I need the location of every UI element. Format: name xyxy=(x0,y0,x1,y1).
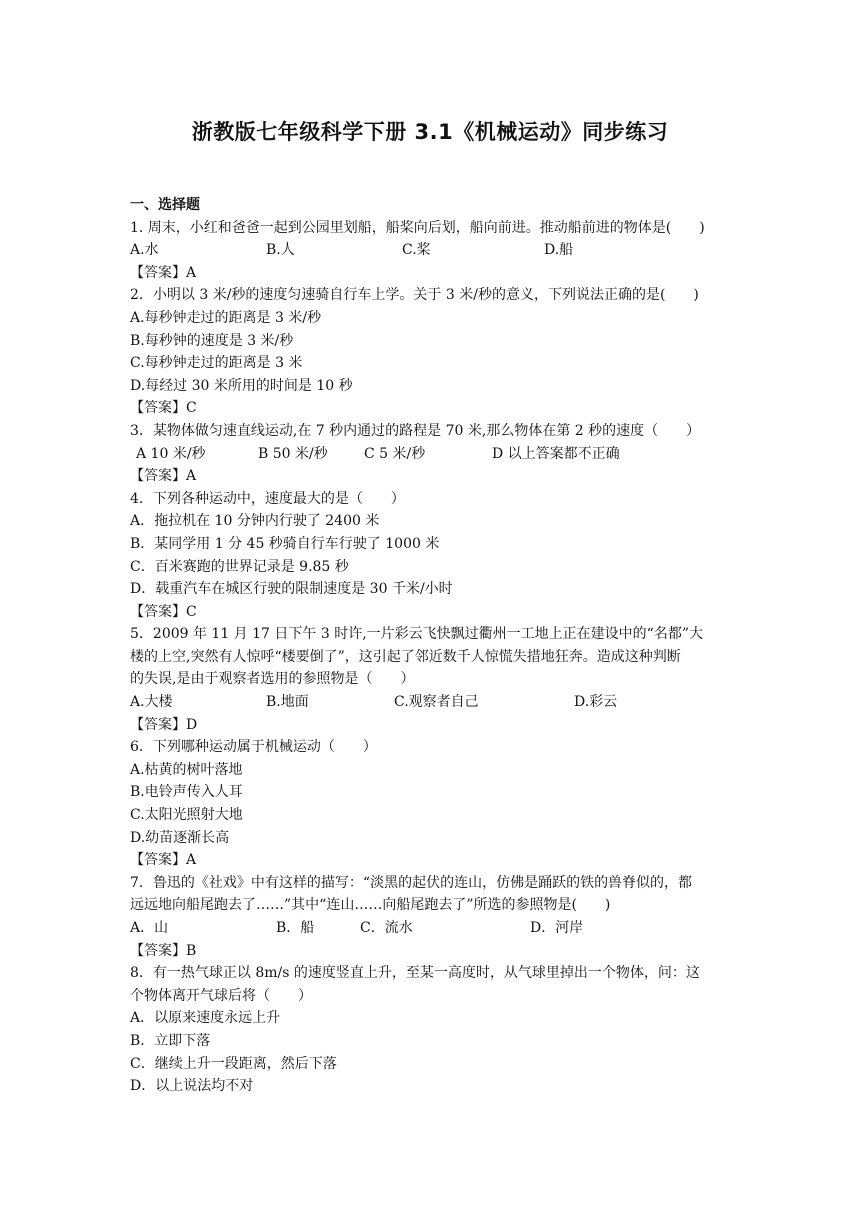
question-2-option-a: A.每秒钟走过的距离是 3 米/秒 xyxy=(130,309,322,326)
question-6-option-d: D.幼苗逐渐长高 xyxy=(130,829,230,846)
question-3-stem: 3．某物体做匀速直线运动,在 7 秒内通过的路程是 70 米,那么物体在第 2 秒的速度（ ） xyxy=(130,422,701,439)
question-8-stem-line-2: 个物体离开气球后将（ ） xyxy=(130,987,312,1004)
question-3-answer: 【答案】A xyxy=(130,468,197,485)
question-5-options xyxy=(130,691,740,714)
question-5-option-a: A.大楼 xyxy=(130,694,173,711)
question-1-option-c: C.桨 xyxy=(402,242,431,259)
question-4-option-b: B．某同学用 1 分 45 秒骑自行车行驶了 1000 米 xyxy=(130,535,440,552)
question-2-option-c: C.每秒钟走过的距离是 3 米 xyxy=(130,355,303,372)
question-2-stem: 2．小明以 3 米/秒的速度匀速骑自行车上学。关于 3 米/秒的意义，下列说法正确的是( ) xyxy=(130,287,699,304)
question-4-stem: 4．下列各种运动中，速度最大的是（ ） xyxy=(130,490,405,507)
question-3-options xyxy=(130,443,740,466)
question-4-option-c: C．百米赛跑的世界记录是 9.85 秒 xyxy=(130,558,349,575)
question-8-option-c: C．继续上升一段距离，然后下落 xyxy=(130,1055,337,1072)
question-1-option-d: D.船 xyxy=(544,242,574,259)
question-7-options xyxy=(130,917,740,940)
question-8-option-d: D．以上说法均不对 xyxy=(130,1078,254,1095)
question-5-answer: 【答案】D xyxy=(130,716,198,733)
question-7-option-a: A．山 xyxy=(130,920,169,936)
question-1-answer: 【答案】A xyxy=(130,264,197,281)
question-5-option-c: C.观察者自己 xyxy=(394,694,479,711)
question-7-option-d: D．河岸 xyxy=(530,920,584,936)
question-2-answer: 【答案】C xyxy=(130,400,197,417)
question-1-stem: 1. 周末，小红和爸爸一起到公园里划船，船桨向后划，船向前进。推动船前进的物体是( ) xyxy=(130,219,705,236)
question-8-option-a: A．以原来速度永远上升 xyxy=(130,1010,281,1027)
question-5-option-b: B.地面 xyxy=(266,694,309,711)
question-3-option-b: B 50 米/秒 xyxy=(258,445,328,462)
question-8-option-b: B．立即下落 xyxy=(130,1032,211,1049)
question-5-stem-line-1: 5．2009 年 11 月 17 日下午 3 时许,一片彩云飞快飘过衢州一工地上正在建设中的“名都”大 xyxy=(130,626,703,643)
document-title: 浙教版七年级科学下册 3.1《机械运动》同步练习 xyxy=(191,120,669,144)
question-5-stem-line-3: 的失误,是由于观察者选用的参照物是（ ） xyxy=(130,671,415,688)
question-3-option-d: D 以上答案都不正确 xyxy=(492,445,620,462)
question-3-option-a: A 10 米/秒 xyxy=(136,445,206,462)
question-2-option-d: D.每经过 30 米所用的时间是 10 秒 xyxy=(130,377,353,394)
question-6-answer: 【答案】A xyxy=(130,852,197,869)
question-1-options xyxy=(130,239,740,262)
question-6-option-a: A.枯黄的树叶落地 xyxy=(130,761,243,778)
section-heading: 一、选择题 xyxy=(130,197,200,213)
question-7-option-c: C．流水 xyxy=(360,920,413,936)
question-7-answer: 【答案】B xyxy=(130,942,197,959)
question-4-option-a: A．拖拉机在 10 分钟内行驶了 2400 米 xyxy=(130,513,380,530)
question-3-option-c: C 5 米/秒 xyxy=(364,445,426,462)
question-1-option-b: B.人 xyxy=(266,242,295,259)
question-1-option-a: A.水 xyxy=(130,242,159,259)
question-7-option-b: B．船 xyxy=(276,920,315,936)
question-6-option-b: B.电铃声传入人耳 xyxy=(130,784,243,801)
question-4-answer: 【答案】C xyxy=(130,603,197,620)
question-5-option-d: D.彩云 xyxy=(574,694,618,711)
question-2-option-b: B.每秒钟的速度是 3 米/秒 xyxy=(130,332,294,349)
question-6-stem: 6．下列哪种运动属于机械运动（ ） xyxy=(130,739,377,756)
question-7-stem-line-2: 远远地向船尾跑去了……”其中“连山……向船尾跑去了”所选的参照物是( ) xyxy=(130,897,611,914)
question-7-stem-line-1: 7．鲁迅的《社戏》中有这样的描写：“淡黑的起伏的连山，仿佛是踊跃的铁的兽脊似的，都 xyxy=(130,874,693,891)
question-6-option-c: C.太阳光照射大地 xyxy=(130,807,243,824)
question-list xyxy=(130,194,740,1098)
question-5-stem-line-2: 楼的上空,突然有人惊呼“楼要倒了”，这引起了邻近数千人惊慌失措地狂奔。造成这种判断 xyxy=(130,648,681,665)
question-4-option-d: D．载重汽车在城区行驶的限制速度是 30 千米/小时 xyxy=(130,581,453,598)
question-8-stem-line-1: 8．有一热气球正以 8m/s 的速度竖直上升，至某一高度时，从气球里掉出一个物体，问：这 xyxy=(130,965,700,982)
